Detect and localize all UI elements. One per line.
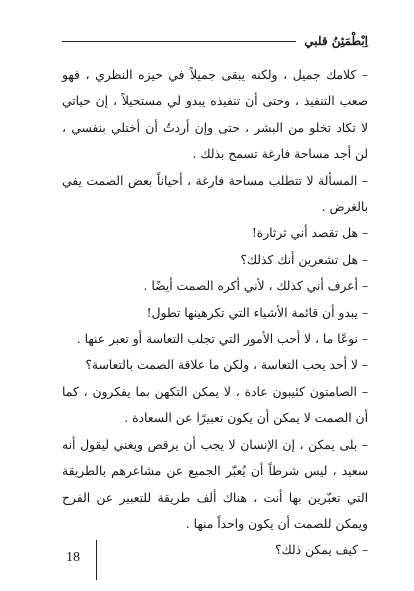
paragraph: – هل تشعرين أنك كذلك؟ bbox=[240, 252, 368, 267]
page-number: 18 bbox=[66, 550, 80, 565]
running-header bbox=[62, 34, 368, 48]
paragraph: – كلامك جميل ، ولكنه يبقى جميلاً في حيزه النظري ، فهو صعب التنفيذ ، وحتى أن تنفيذه يبدو لي مستحيلاً ، إن حياتي لا تكاد تخلو من البشر ، حتى وإن أردتُ أن أختلي بنفسي ، لن أجد مساحة فارغة تسمح بذلك . bbox=[62, 68, 368, 162]
paragraph: – لا أحد يحب التعاسة ، ولكن ما علاقة الصمت بالتعاسة؟ bbox=[85, 358, 368, 373]
paragraph: – الصامتون كئيبون عادة ، لا يمكن التكهن بما يفكرون ، كما أن الصمت لا يمكن أن يكون تعبيرًا عن السعادة . bbox=[62, 384, 368, 426]
book-title: اِبْطْمَئِنُ قلبي bbox=[304, 34, 368, 48]
paragraph: – هل تقصد أني ثرثارة! bbox=[251, 226, 368, 241]
body-text bbox=[62, 62, 368, 564]
page-number-rule bbox=[96, 540, 97, 580]
paragraph: – أعرف أني كذلك ، لأني أكره الصمت أيضًا . bbox=[143, 279, 368, 294]
header-rule bbox=[62, 41, 296, 42]
paragraph: – يبدو أن قائمة الأشياء التي تكرهينها تطول! bbox=[146, 305, 368, 320]
paragraph: – كيف يمكن ذلك؟ bbox=[275, 543, 368, 558]
paragraph: – نوعًا ما ، لا أحب الأمور التي تجلب التعاسة أو تعبر عنها . bbox=[76, 332, 368, 347]
paragraph: – المسألة لا تتطلب مساحة فارغة ، أحياناً بعض الصمت يفي بالغرض . bbox=[62, 173, 368, 215]
paragraph: – بلى يمكن ، إن الإنسان لا يجب أن يرقص ويغني ليقول أنه سعيد ، ليس شرطاً أن يُعبّر الجميع عن مشاعرهم بالطريقة التي تعبّرين بها أنت ، هناك ألف طريقة للتعبير عن الفرح ويمكن للصمت أن يكون واحداً منها . bbox=[62, 437, 368, 531]
